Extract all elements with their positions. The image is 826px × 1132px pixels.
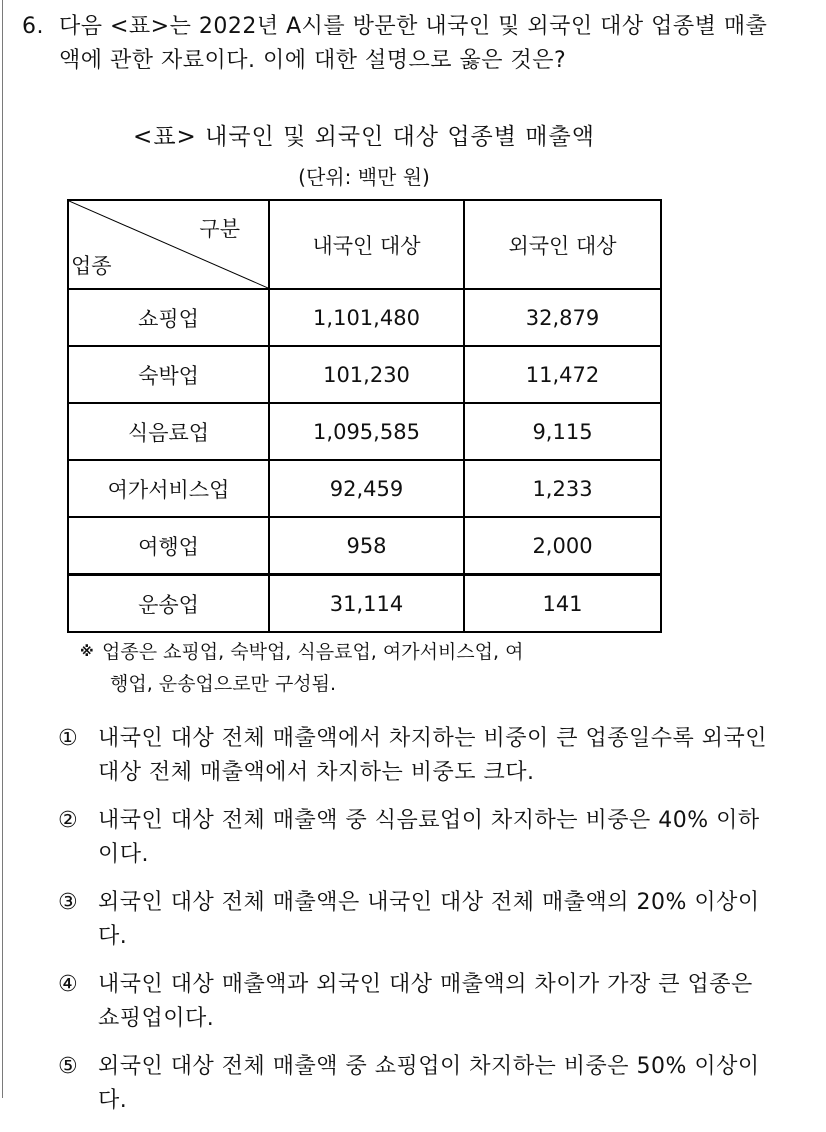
option-2[interactable]	[58, 804, 778, 872]
domestic-cell: 1,095,585	[269, 403, 464, 460]
corner-header-cell	[68, 200, 269, 289]
option-text: 내국인 대상 매출액과 외국인 대상 매출액의 차이가 가장 큰 업종은 쇼핑업이다.	[98, 972, 753, 1031]
industry-cell: 숙박업	[68, 346, 269, 403]
circled-5-icon: ⑤	[58, 1054, 79, 1079]
industry-cell: 운송업	[68, 575, 269, 633]
domestic-cell: 31,114	[269, 575, 464, 633]
table-title: <표> 내국인 및 외국인 대상 업종별 매출액	[133, 124, 595, 150]
foreign-cell: 1,233	[464, 460, 661, 517]
corner-row-label: 업종	[71, 254, 112, 278]
header-domestic: 내국인 대상	[269, 200, 464, 289]
table-row	[68, 460, 661, 517]
corner-col-label: 구분	[199, 217, 240, 241]
industry-cell: 여가서비스업	[68, 460, 269, 517]
domestic-cell: 958	[269, 517, 464, 575]
question-number: 6.	[22, 14, 44, 39]
option-5[interactable]	[58, 1050, 778, 1118]
foreign-cell: 32,879	[464, 289, 661, 346]
foreign-cell: 11,472	[464, 346, 661, 403]
foreign-cell: 141	[464, 575, 661, 633]
industry-cell: 여행업	[68, 517, 269, 575]
table-row	[68, 289, 661, 346]
foreign-cell: 2,000	[464, 517, 661, 575]
circled-4-icon: ④	[58, 972, 79, 997]
question-stem: 다음 <표>는 2022년 A시를 방문한 내국인 및 외국인 대상 업종별 매출액에 관한 자료이다. 이에 대한 설명으로 옳은 것은?	[59, 14, 768, 73]
reference-mark-icon: ※	[80, 644, 94, 660]
table-row	[68, 517, 661, 575]
domestic-cell: 1,101,480	[269, 289, 464, 346]
industry-cell: 식음료업	[68, 403, 269, 460]
header-foreign: 외국인 대상	[464, 200, 661, 289]
option-1[interactable]	[58, 722, 778, 790]
option-4[interactable]	[58, 968, 778, 1036]
table-row	[68, 346, 661, 403]
domestic-cell: 101,230	[269, 346, 464, 403]
question	[22, 10, 782, 78]
option-text: 외국인 대상 전체 매출액 중 쇼핑업이 차지하는 비중은 50% 이상이다.	[98, 1054, 760, 1113]
circled-2-icon: ②	[58, 808, 79, 833]
table-header-row	[68, 200, 661, 289]
industry-cell: 쇼핑업	[68, 289, 269, 346]
foreign-cell: 9,115	[464, 403, 661, 460]
answer-options	[58, 722, 778, 1132]
table-row	[68, 575, 661, 633]
footnote-line-1: 업종은 쇼핑업, 숙박업, 식음료업, 여가서비스업, 여	[102, 641, 524, 663]
domestic-cell: 92,459	[269, 460, 464, 517]
table-row	[68, 403, 661, 460]
footnote-line-2: 행업, 운송업으로만 구성됨.	[110, 673, 337, 695]
option-text: 내국인 대상 전체 매출액 중 식음료업이 차지하는 비중은 40% 이하이다.	[98, 808, 760, 867]
table-unit: (단위: 백만 원)	[298, 165, 430, 189]
option-3[interactable]	[58, 886, 778, 954]
sales-table	[67, 199, 662, 633]
table-footnote	[80, 636, 680, 700]
circled-3-icon: ③	[58, 890, 79, 915]
option-text: 외국인 대상 전체 매출액은 내국인 대상 전체 매출액의 20% 이상이다.	[98, 890, 760, 949]
page-left-border	[2, 0, 3, 1098]
option-text: 내국인 대상 전체 매출액에서 차지하는 비중이 큰 업종일수록 외국인 대상 전체 매출액에서 차지하는 비중도 크다.	[98, 726, 768, 785]
circled-1-icon: ①	[58, 726, 79, 751]
